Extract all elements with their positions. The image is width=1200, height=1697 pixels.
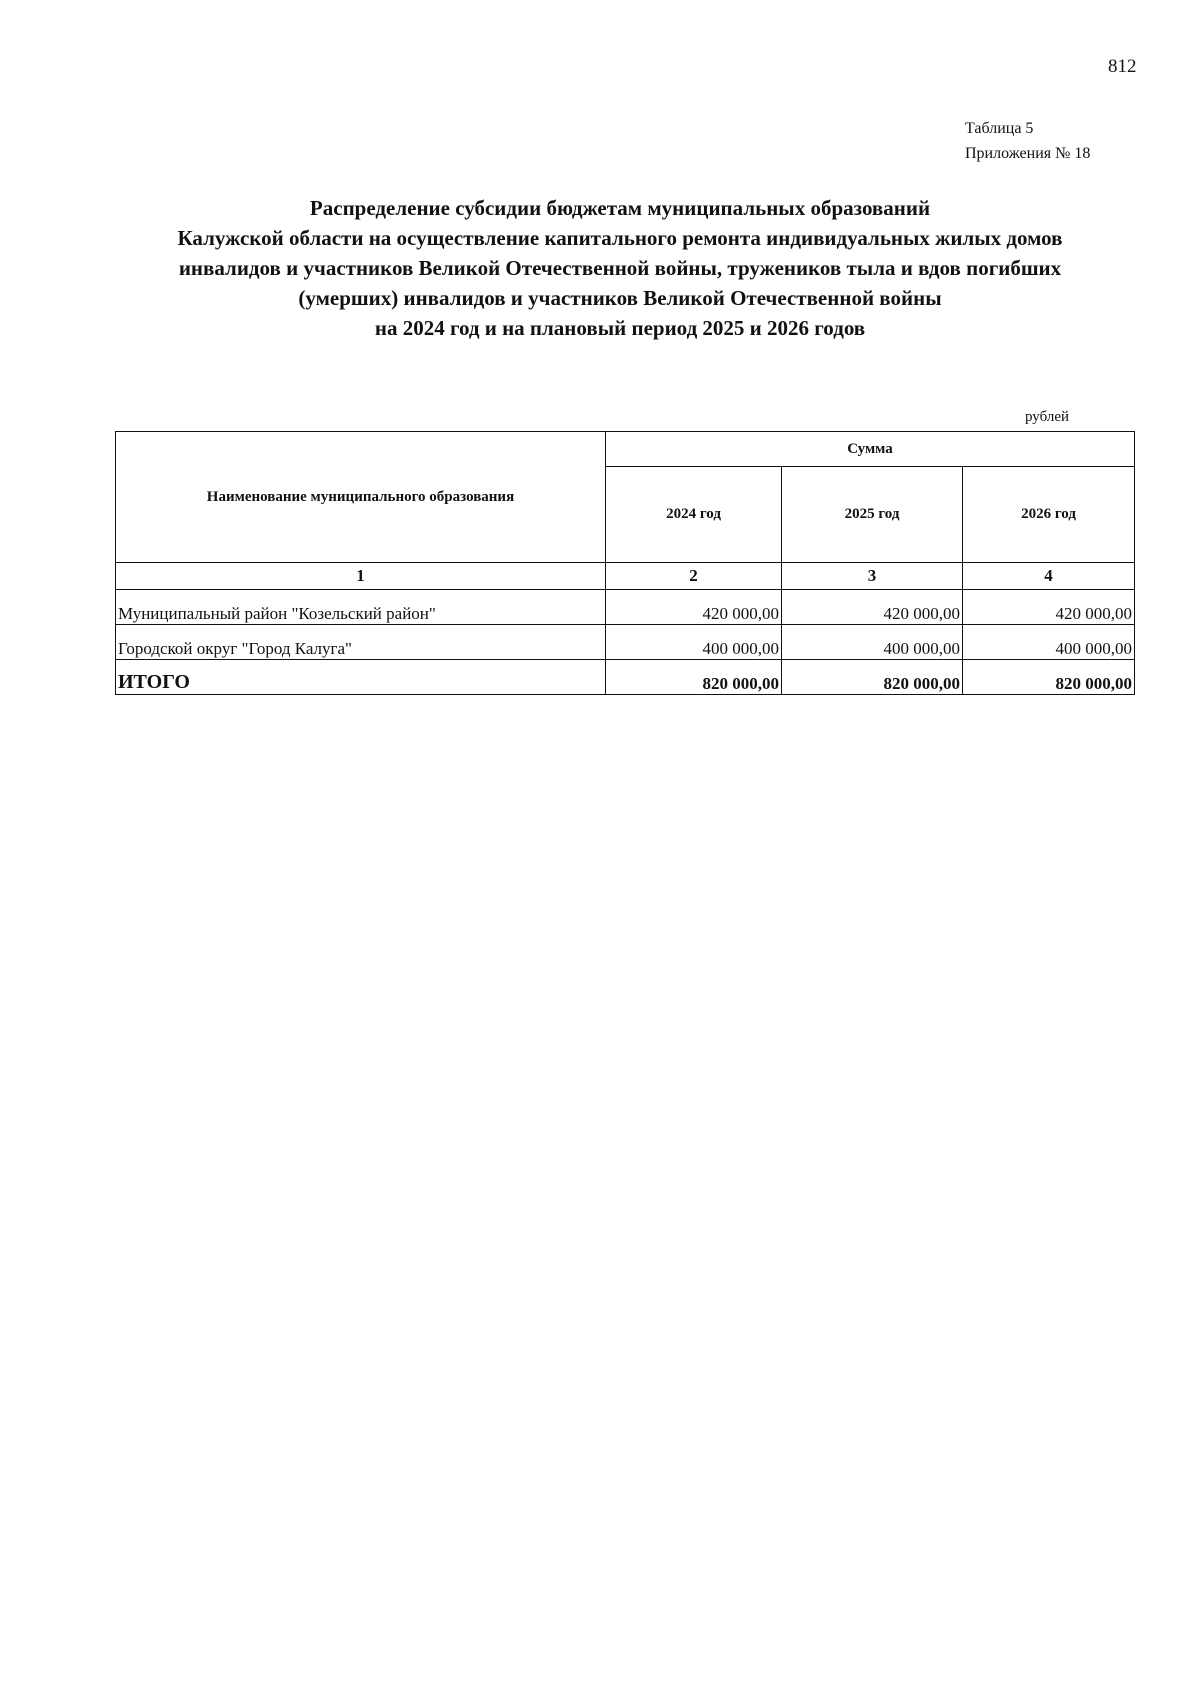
page-number: 812 (1108, 56, 1137, 77)
total-row (116, 660, 1135, 695)
title-line: инвалидов и участников Великой Отечественной войны, тружеников тыла и вдов погибших (178, 256, 1062, 280)
amount-2026: 400 000,00 (963, 625, 1135, 660)
title-line: (умерших) инвалидов и участников Великой Отечественной войны (298, 286, 942, 310)
total-2026: 820 000,00 (963, 660, 1135, 695)
amount-2025: 400 000,00 (782, 625, 963, 660)
column-number: 1 (116, 563, 606, 590)
header-year-2024: 2024 год (606, 467, 782, 563)
total-label: ИТОГО (116, 660, 606, 695)
header-sum: Сумма (606, 432, 1135, 467)
amount-2024: 420 000,00 (606, 590, 782, 625)
total-2024: 820 000,00 (606, 660, 782, 695)
appendix-ref-line: Приложения № 18 (965, 145, 1091, 162)
table-row (116, 625, 1135, 660)
header-year-2025: 2025 год (782, 467, 963, 563)
municipality-name: Городской округ "Город Калуга" (116, 625, 606, 660)
table-row (116, 590, 1135, 625)
total-2025: 820 000,00 (782, 660, 963, 695)
title-line: на 2024 год и на плановый период 2025 и 2026 годов (374, 316, 866, 340)
column-number: 4 (963, 563, 1135, 590)
column-number: 3 (782, 563, 963, 590)
units-label: рублей (1025, 409, 1070, 425)
header-year-2026: 2026 год (963, 467, 1135, 563)
municipality-name: Муниципальный район "Козельский район" (116, 590, 606, 625)
amount-2024: 400 000,00 (606, 625, 782, 660)
table-reference (965, 116, 1090, 166)
subsidy-table (115, 431, 1135, 695)
title-line: Распределение субсидии бюджетам муниципальных образований (309, 196, 931, 220)
column-number: 2 (606, 563, 782, 590)
header-municipality: Наименование муниципального образования (116, 432, 606, 563)
amount-2026: 420 000,00 (963, 590, 1135, 625)
column-number-row (116, 563, 1135, 590)
title-line: Калужской области на осуществление капитального ремонта индивидуальных жилых домов (177, 226, 1063, 250)
header-row (116, 432, 1135, 467)
amount-2025: 420 000,00 (782, 590, 963, 625)
table-ref-line: Таблица 5 (965, 120, 1034, 137)
document-title (110, 193, 1130, 343)
